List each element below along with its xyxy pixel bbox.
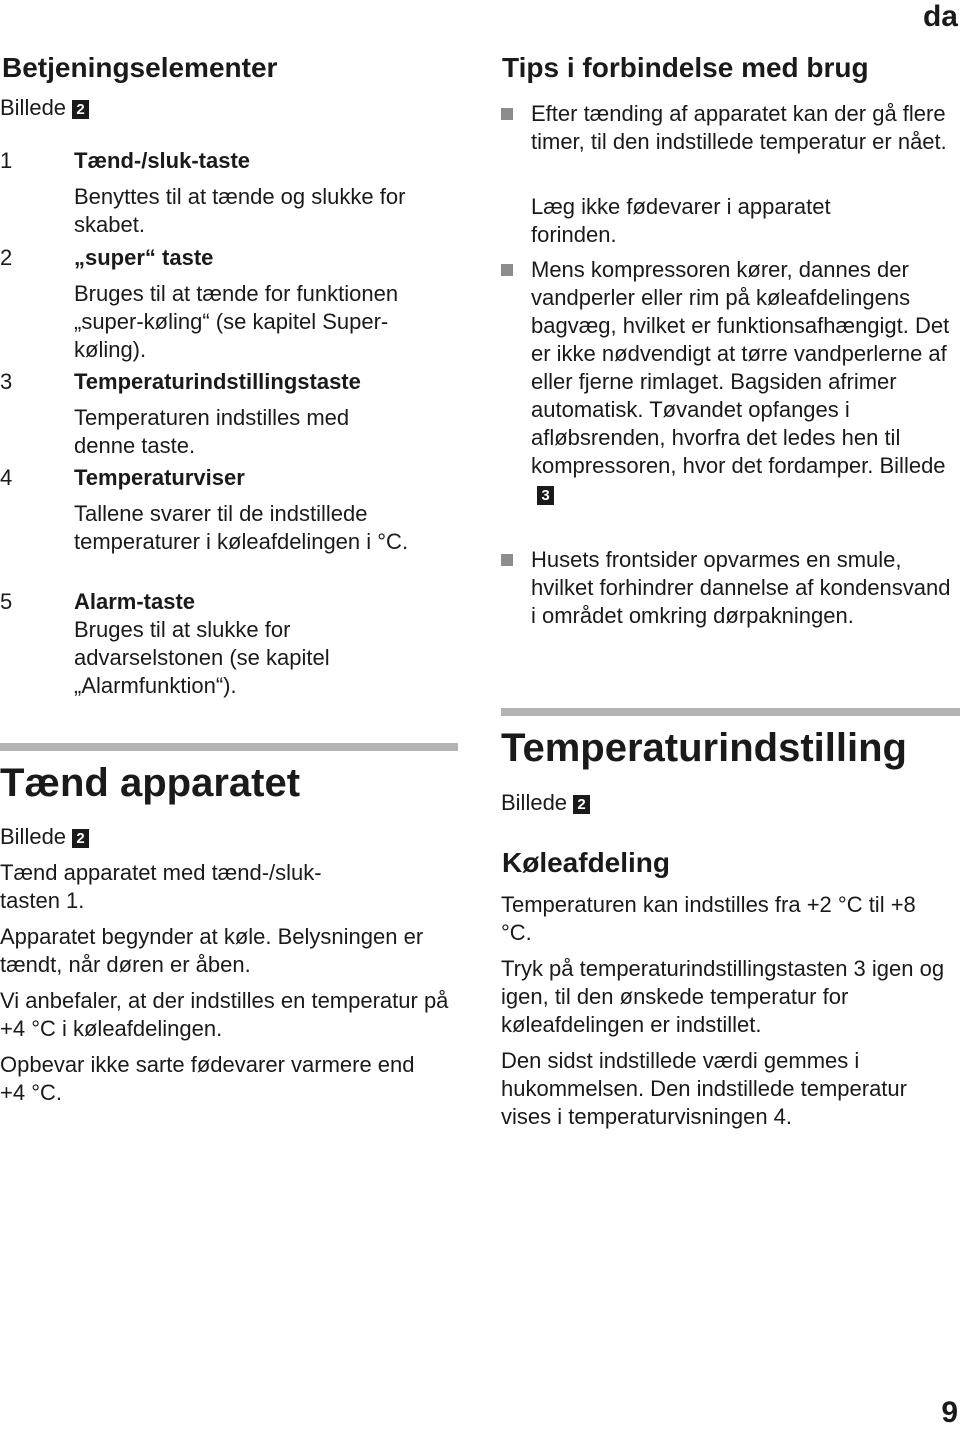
section-divider bbox=[501, 708, 960, 716]
bullet-marker bbox=[501, 554, 513, 566]
control-item-3 bbox=[0, 368, 470, 458]
item-title: Alarm-taste bbox=[74, 589, 196, 614]
item-number: 3 bbox=[0, 369, 13, 394]
turn-on-figure-ref bbox=[0, 823, 89, 851]
figure-ref-label: Billede bbox=[501, 790, 568, 815]
temp-paragraph: Tryk på temperaturindstillingstasten 3 igen og igen, til den ønskede temperatur for køleafdelingen er indstillet. bbox=[501, 956, 945, 1037]
item-number: 2 bbox=[0, 245, 13, 270]
right-column bbox=[501, 0, 960, 1428]
temp-setting-heading: Temperaturindstilling bbox=[501, 726, 907, 770]
turn-on-paragraph: Opbevar ikke sarte fødevarer varmere end +4 °C. bbox=[0, 1052, 415, 1105]
figure-badge: 3 bbox=[537, 486, 554, 505]
figure-badge: 2 bbox=[72, 100, 89, 119]
tips-item-text-wrapper bbox=[531, 256, 960, 508]
section-divider bbox=[0, 743, 458, 751]
control-item-5 bbox=[0, 588, 470, 708]
item-description: Tallene svarer til de indstillede temperaturer i køleafdelingen i °C. bbox=[74, 501, 409, 554]
item-title: Temperaturviser bbox=[74, 465, 245, 490]
language-code: da bbox=[922, 0, 958, 33]
control-item-4 bbox=[0, 464, 470, 584]
temp-paragraph: Den sidst indstillede værdi gemmes i hukommelsen. Den indstillede temperatur vises i temperaturvisningen 4. bbox=[501, 1048, 907, 1129]
item-description: Benyttes til at tænde og slukke for skabet. bbox=[74, 184, 406, 237]
temp-setting-figure-ref bbox=[501, 789, 590, 817]
tips-heading: Tips i forbindelse med brug bbox=[502, 52, 869, 83]
figure-badge: 2 bbox=[72, 829, 89, 848]
turn-on-heading: Tænd apparatet bbox=[0, 761, 301, 805]
item-number: 5 bbox=[0, 589, 13, 614]
tips-item-extra: Læg ikke fødevarer i apparatet forinden. bbox=[531, 194, 831, 247]
tips-item-text: Husets frontsider opvarmes en smule, hvilket forhindrer dannelse af kondensvand i området omkring dørpakningen. bbox=[531, 547, 951, 628]
tips-list-item bbox=[501, 256, 960, 546]
turn-on-paragraph: Apparatet begynder at køle. Belysningen er tændt, når døren er åben. bbox=[0, 924, 424, 977]
temp-paragraph: Temperaturen kan indstilles fra +2 °C til +8 °C. bbox=[501, 892, 916, 945]
bullet-marker bbox=[501, 264, 513, 276]
turn-on-paragraph: Tænd apparatet med tænd-/sluk-tasten 1. bbox=[0, 860, 322, 913]
tips-item-text: Mens kompressoren kører, dannes der vandperler eller rim på køleafdelingens bagvæg, hvilket er funktionsafhængigt. Det er ikke nødvendigt at tørre vandperlerne af eller fjerne rimlaget. Bagsiden afrimer automatisk. Tøvandet opfanges i afløbsrenden, hvorfra det ledes hen til kompressoren, hvor det fordamper. Billede bbox=[531, 257, 950, 478]
figure-ref-label: Billede bbox=[0, 95, 67, 120]
controls-figure-ref bbox=[0, 94, 89, 122]
page-number: 9 bbox=[941, 1396, 958, 1429]
figure-ref-label: Billede bbox=[0, 824, 67, 849]
item-description: Bruges til at slukke for advarselstonen (se kapitel „Alarmfunktion“). bbox=[74, 617, 330, 698]
turn-on-paragraph: Vi anbefaler, at der indstilles en temperatur på +4 °C i køleafdelingen. bbox=[0, 988, 449, 1041]
controls-heading: Betjeningselementer bbox=[2, 52, 278, 83]
control-item-2 bbox=[0, 244, 470, 364]
fridge-subheading: Køleafdeling bbox=[502, 847, 671, 878]
item-title: Temperaturindstillingstaste bbox=[74, 369, 361, 394]
item-title: Tænd-/sluk-taste bbox=[74, 148, 251, 173]
item-description: Temperaturen indstilles med denne taste. bbox=[74, 405, 350, 458]
figure-badge: 2 bbox=[573, 795, 590, 814]
item-number: 4 bbox=[0, 465, 13, 490]
bullet-marker bbox=[501, 108, 513, 120]
tips-item-text: Efter tænding af apparatet kan der gå flere timer, til den indstillede temperatur er nået. bbox=[531, 101, 947, 154]
item-title: „super“ taste bbox=[74, 245, 214, 270]
tips-list-item bbox=[501, 100, 960, 250]
item-number: 1 bbox=[0, 148, 13, 173]
tips-list-item bbox=[501, 546, 960, 666]
control-item-1 bbox=[0, 147, 470, 237]
item-description: Bruges til at tænde for funktionen „super-køling“ (se kapitel Super-køling). bbox=[74, 281, 399, 362]
left-column bbox=[0, 0, 470, 1428]
